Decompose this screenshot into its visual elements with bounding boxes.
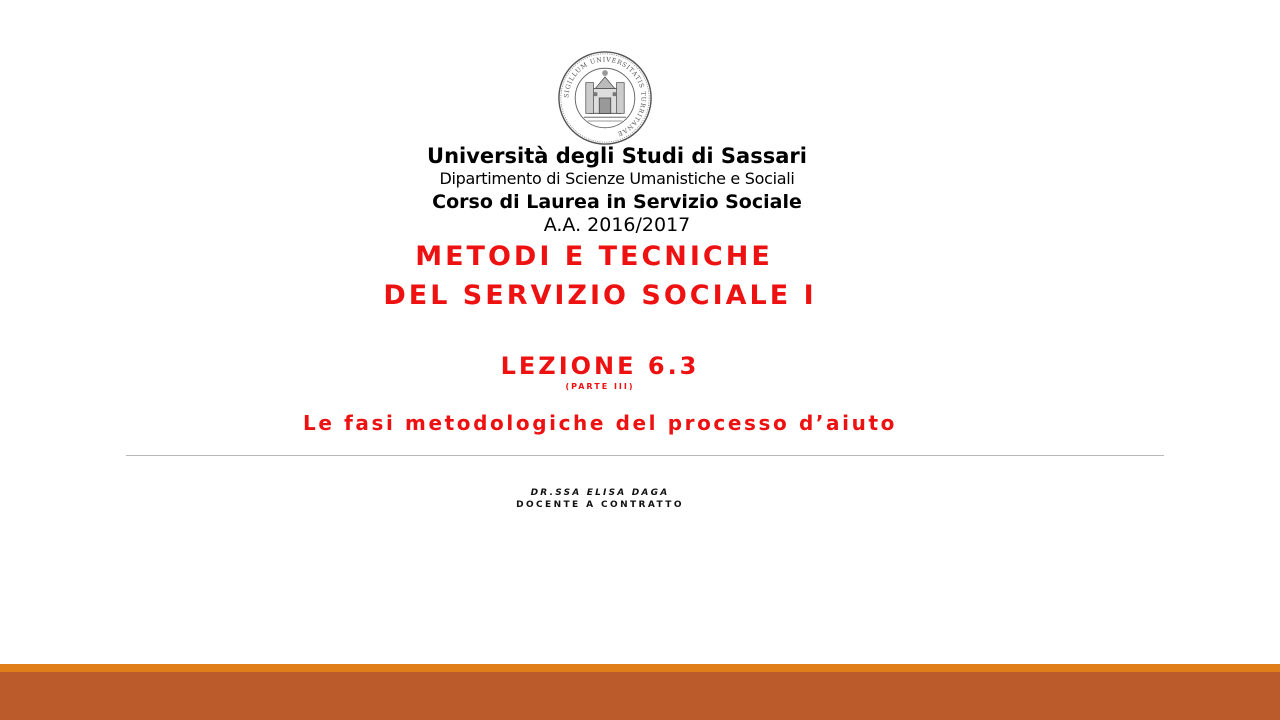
author-name: DR.SSA ELISA DAGA <box>530 488 670 498</box>
university-seal-icon <box>557 50 653 146</box>
footer-stripe-rust <box>0 672 1280 720</box>
footer-stripe-orange <box>0 664 1280 672</box>
author-role: DOCENTE A CONTRATTO <box>516 500 684 510</box>
horizontal-divider <box>126 455 1164 456</box>
seal-legend: SIGILLUM UNIVERSITATIS TURRITANAE <box>563 56 647 138</box>
lesson-subtitle: Le fasi metodologiche del processo d’aiuto <box>303 411 897 435</box>
lesson-part: (PARTE III) <box>565 382 635 391</box>
department-name: Dipartimento di Scienze Umanistiche e Sociali <box>439 169 795 188</box>
university-name: Università degli Studi di Sassari <box>427 144 807 168</box>
slide-title-line-1: METODI E TECNICHE <box>415 241 773 272</box>
lesson-label: LEZIONE 6.3 <box>500 352 700 380</box>
slide-title-line-2: DEL SERVIZIO SOCIALE I <box>383 280 817 311</box>
academic-year: A.A. 2016/2017 <box>543 214 691 236</box>
course-name: Corso di Laurea in Servizio Sociale <box>432 191 802 213</box>
